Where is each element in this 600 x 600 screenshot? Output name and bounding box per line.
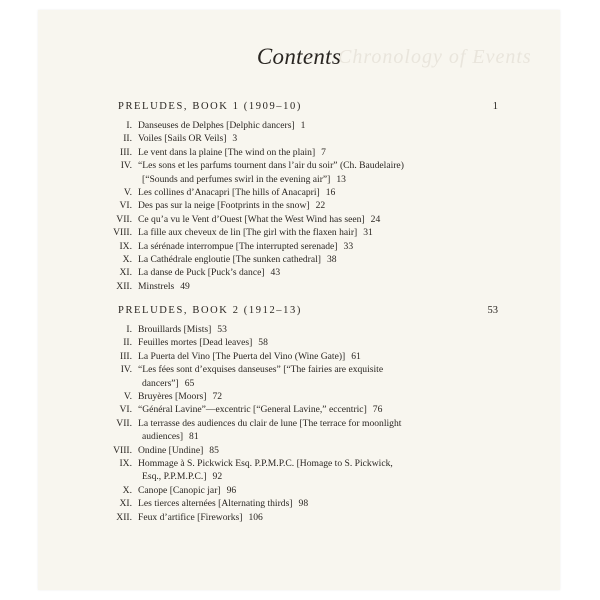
entry-title-continued: [“Sounds and perfumes swirl in the evening air”] 13 (142, 173, 346, 185)
entry-title: Hommage à S. Pickwick Esq. P.P.M.P.C. [Homage to S. Pickwick, (138, 458, 393, 470)
entry-page-number: 106 (248, 511, 263, 523)
entry-title: Bruyères [Moors] (138, 391, 207, 403)
toc-entry (118, 363, 498, 390)
entry-page-number: 92 (212, 471, 223, 483)
toc-entry (118, 213, 498, 226)
toc-entry (113, 226, 498, 239)
entry-title: La Cathédrale engloutie [The sunken cathedral] (138, 254, 321, 266)
entry-title: Danseuses de Delphes [Delphic dancers] (138, 120, 295, 131)
entry-title-continued: dancers”] 65 (142, 377, 195, 389)
entry-number: XII. (116, 511, 132, 523)
toc-entry (118, 497, 498, 510)
entry-number: II. (123, 337, 132, 349)
entry-page-number: 22 (315, 200, 326, 212)
entry-page-number: 13 (336, 173, 346, 185)
entry-title: “Les sons et les parfums tournent dans l’air du soir” (Ch. Baudelaire) (138, 160, 404, 172)
entry-number: III. (120, 146, 132, 158)
book-page (38, 10, 560, 590)
section-heading-text: PRELUDES, BOOK 2 (1912–13) (118, 305, 302, 316)
entry-number: VIII. (113, 444, 132, 456)
entry-title: Feux d’artifice [Fireworks] (138, 511, 243, 523)
entry-number: I. (126, 324, 132, 335)
entry-title: La danse de Puck [Puck’s dance] (138, 267, 265, 279)
entry-number: VI. (119, 404, 132, 416)
entry-page-number: 76 (372, 404, 383, 416)
entry-page-number: 81 (189, 431, 199, 443)
toc-entry (118, 266, 498, 279)
entry-title: La terrasse des audiences du clair de lune [The terrace for moonlight (138, 417, 402, 429)
entry-title: Ce qu’a vu le Vent d’Ouest [What the West Wind has seen] (138, 213, 365, 225)
toc-entry (113, 444, 498, 457)
entry-page-number: 58 (258, 337, 268, 349)
toc-entry (118, 417, 498, 444)
entry-number: VIII. (113, 227, 132, 239)
entry-number: V. (123, 187, 132, 199)
entry-page-number: 72 (212, 391, 223, 403)
toc-entry (118, 323, 498, 336)
entry-number: III. (120, 350, 132, 362)
entry-number: XI. (119, 498, 132, 510)
entry-number: I. (126, 120, 132, 131)
entry-page-number: 43 (270, 267, 281, 279)
toc-entry (118, 511, 498, 524)
entry-page-number: 49 (180, 280, 190, 292)
entry-page-number: 33 (343, 240, 354, 252)
entry-page-number: 7 (321, 146, 326, 158)
section-heading (118, 305, 498, 321)
entry-number: XI. (119, 267, 132, 279)
toc-entry (118, 336, 498, 349)
entry-title: Des pas sur la neige [Footprints in the snow] (138, 200, 310, 212)
section-book-1 (113, 101, 498, 293)
entry-title: Brouillards [Mists] (138, 324, 212, 335)
entry-title: Le vent dans la plaine [The wind on the plain] (138, 146, 316, 158)
toc-entry (118, 199, 498, 212)
entry-page-number: 85 (209, 444, 219, 456)
entry-title: Ondine [Undine] (138, 444, 204, 456)
entry-title: “Les fées sont d’exquises danseuses” [“The fairies are exquisite (138, 364, 384, 376)
entry-number: VII. (116, 213, 132, 225)
entry-title: La sérénade interrompue [The interrupted serenade] (138, 240, 338, 252)
entry-title: Feuilles mortes [Dead leaves] (138, 337, 253, 349)
entry-page-number: 65 (184, 377, 195, 389)
entry-number: IV. (120, 364, 132, 376)
bleed-through-text: Chronology of Events (338, 46, 532, 68)
entry-number: VI. (119, 200, 132, 212)
entry-title: Canope [Canopic jar] (138, 484, 221, 496)
toc-entry (118, 350, 498, 363)
entry-title: La fille aux cheveux de lin [The girl with the flaxen hair] (138, 227, 358, 239)
toc-entry (118, 280, 498, 293)
toc-entry (118, 159, 498, 186)
toc-entry (118, 119, 498, 132)
section-book-2 (113, 305, 498, 524)
entry-page-number: 3 (232, 133, 238, 145)
page-title: Contents (256, 44, 342, 69)
entry-number: IX. (119, 240, 132, 252)
entry-number: V. (123, 391, 132, 403)
toc-entry (118, 484, 498, 497)
entry-title-continued: audiences] 81 (142, 431, 199, 443)
entry-title: Les tierces alternées [Alternating thirds] (138, 498, 293, 510)
entry-title-continued: Esq., P.P.M.P.C.] 92 (142, 471, 223, 483)
section-page-number: 1 (492, 101, 498, 112)
entry-page-number: 61 (351, 350, 361, 362)
toc-entry (118, 403, 498, 416)
section-page-number: 53 (487, 305, 498, 316)
toc-entry (118, 146, 498, 159)
toc-entry (118, 240, 498, 253)
entry-page-number: 96 (226, 484, 237, 496)
toc-entry (118, 390, 498, 403)
toc-entry (118, 457, 498, 484)
entry-title: Les collines d’Anacapri [The hills of Anacapri] (138, 187, 320, 199)
toc-entry (118, 132, 498, 145)
section-heading (118, 101, 498, 117)
entry-number: II. (123, 133, 132, 145)
entry-title: Minstrels (138, 280, 175, 292)
entry-number: X. (122, 484, 132, 496)
entry-number: IX. (119, 458, 132, 470)
entry-page-number: 98 (298, 498, 309, 510)
entry-number: X. (122, 254, 132, 266)
entry-page-number: 24 (370, 213, 381, 225)
toc-entry (118, 186, 498, 199)
entry-page-number: 53 (217, 324, 227, 335)
entry-number: VII. (116, 417, 132, 429)
entry-page-number: 31 (363, 227, 373, 239)
toc-entry (118, 253, 498, 266)
entry-page-number: 16 (325, 187, 336, 199)
entry-title: “Général Lavine”—excentric [“General Lavine,” eccentric] (138, 404, 367, 416)
entry-title: Voiles [Sails OR Veils] (138, 133, 227, 145)
entry-page-number: 38 (327, 254, 337, 266)
entry-title: La Puerta del Vino [The Puerta del Vino (Wine Gate)] (138, 350, 346, 362)
section-heading-text: PRELUDES, BOOK 1 (1909–10) (118, 101, 302, 112)
entry-page-number: 1 (300, 120, 306, 131)
entry-number: IV. (120, 160, 132, 172)
entry-number: XII. (116, 280, 132, 292)
